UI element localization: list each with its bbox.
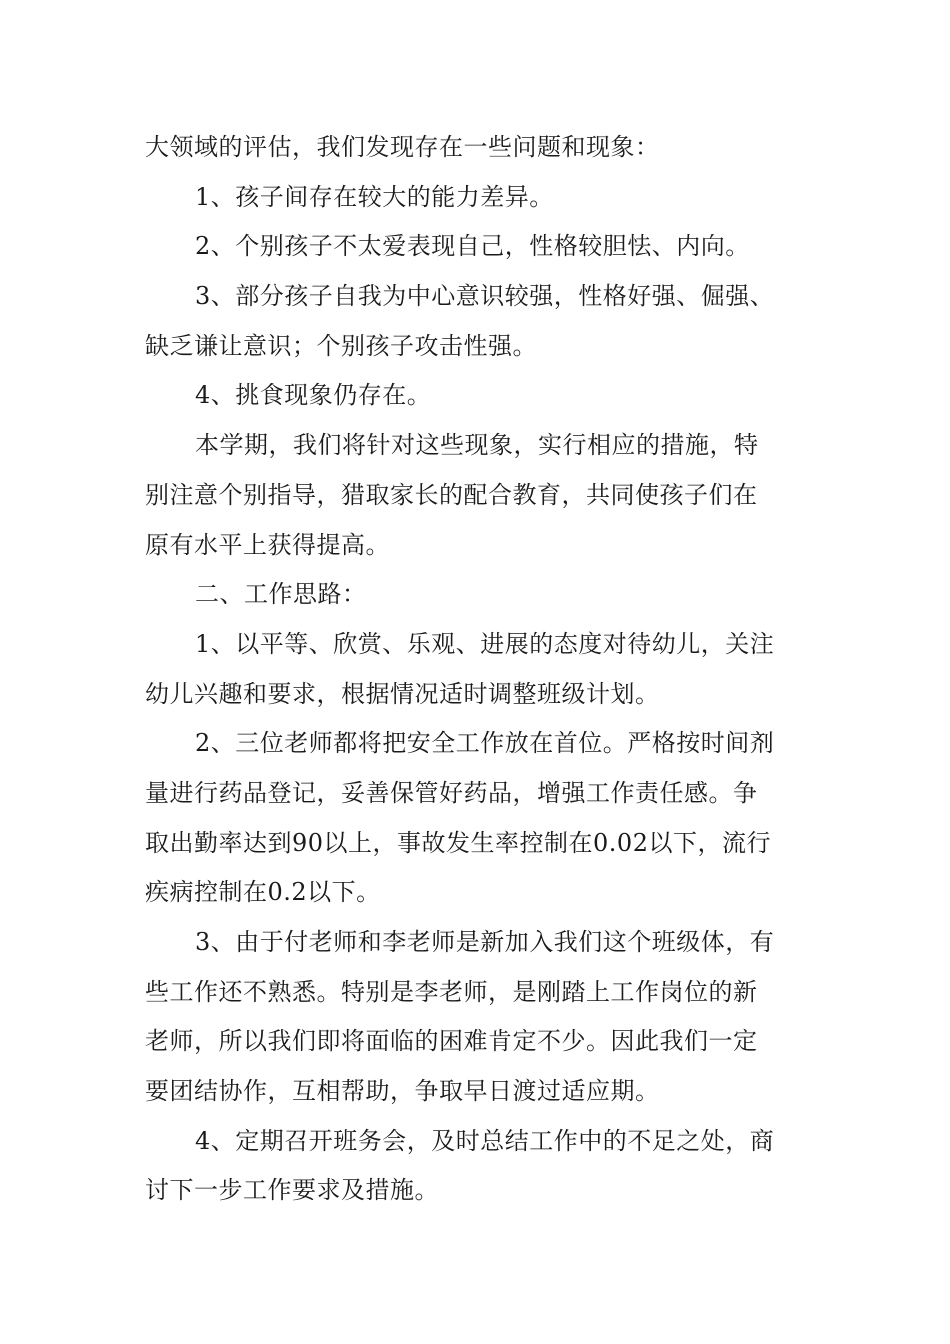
- text-line: 别注意个别指导，猎取家长的配合教育，共同使孩子们在: [145, 480, 758, 509]
- text-line: 些工作还不熟悉。特别是李老师，是刚踏上工作岗位的新: [145, 977, 758, 1006]
- document-page: [145, 123, 807, 1216]
- text-line: 老师，所以我们即将面临的困难肯定不少。因此我们一定: [145, 1027, 758, 1056]
- text-line: 讨下一步工作要求及措施。: [145, 1176, 439, 1205]
- text-line: 4、挑食现象仍存在。: [195, 381, 432, 410]
- text-line: 大领域的评估，我们发现存在一些问题和现象：: [145, 133, 660, 161]
- text-line: 4、定期召开班务会，及时总结工作中的不足之处，商: [195, 1126, 775, 1155]
- text-line: 2、个别孩子不太爱表现自己，性格较胆怯、内向。: [195, 232, 750, 261]
- text-line: 量进行药品登记，妥善保管好药品，增强工作责任感。争: [145, 778, 758, 807]
- text-line: 要团结协作，互相帮助，争取早日渡过适应期。: [145, 1077, 660, 1106]
- text-line: 疾病控制在0.2以下。: [145, 878, 381, 907]
- text-line: 本学期，我们将针对这些现象，实行相应的措施，特: [195, 431, 759, 460]
- text-line: 3、部分孩子自我为中心意识较强，性格好强、倔强、: [195, 282, 775, 311]
- section-heading: 二、工作思路：: [195, 580, 367, 609]
- text-line: 1、孩子间存在较大的能力差异。: [195, 182, 554, 211]
- text-line: 1、以平等、欣赏、乐观、进展的态度对待幼儿，关注: [195, 629, 775, 658]
- text-line: 幼儿兴趣和要求，根据情况适时调整班级计划。: [145, 679, 660, 708]
- text-line: 取出勤率达到90以上，事故发生率控制在0.02以下，流行: [145, 828, 771, 857]
- text-line: 缺乏谦让意识；个别孩子攻击性强。: [145, 331, 537, 360]
- text-line: 2、三位老师都将把安全工作放在首位。严格按时间剂: [195, 729, 775, 758]
- text-line: 3、由于付老师和李老师是新加入我们这个班级体，有: [195, 928, 775, 956]
- text-line: 原有水平上获得提高。: [145, 530, 390, 559]
